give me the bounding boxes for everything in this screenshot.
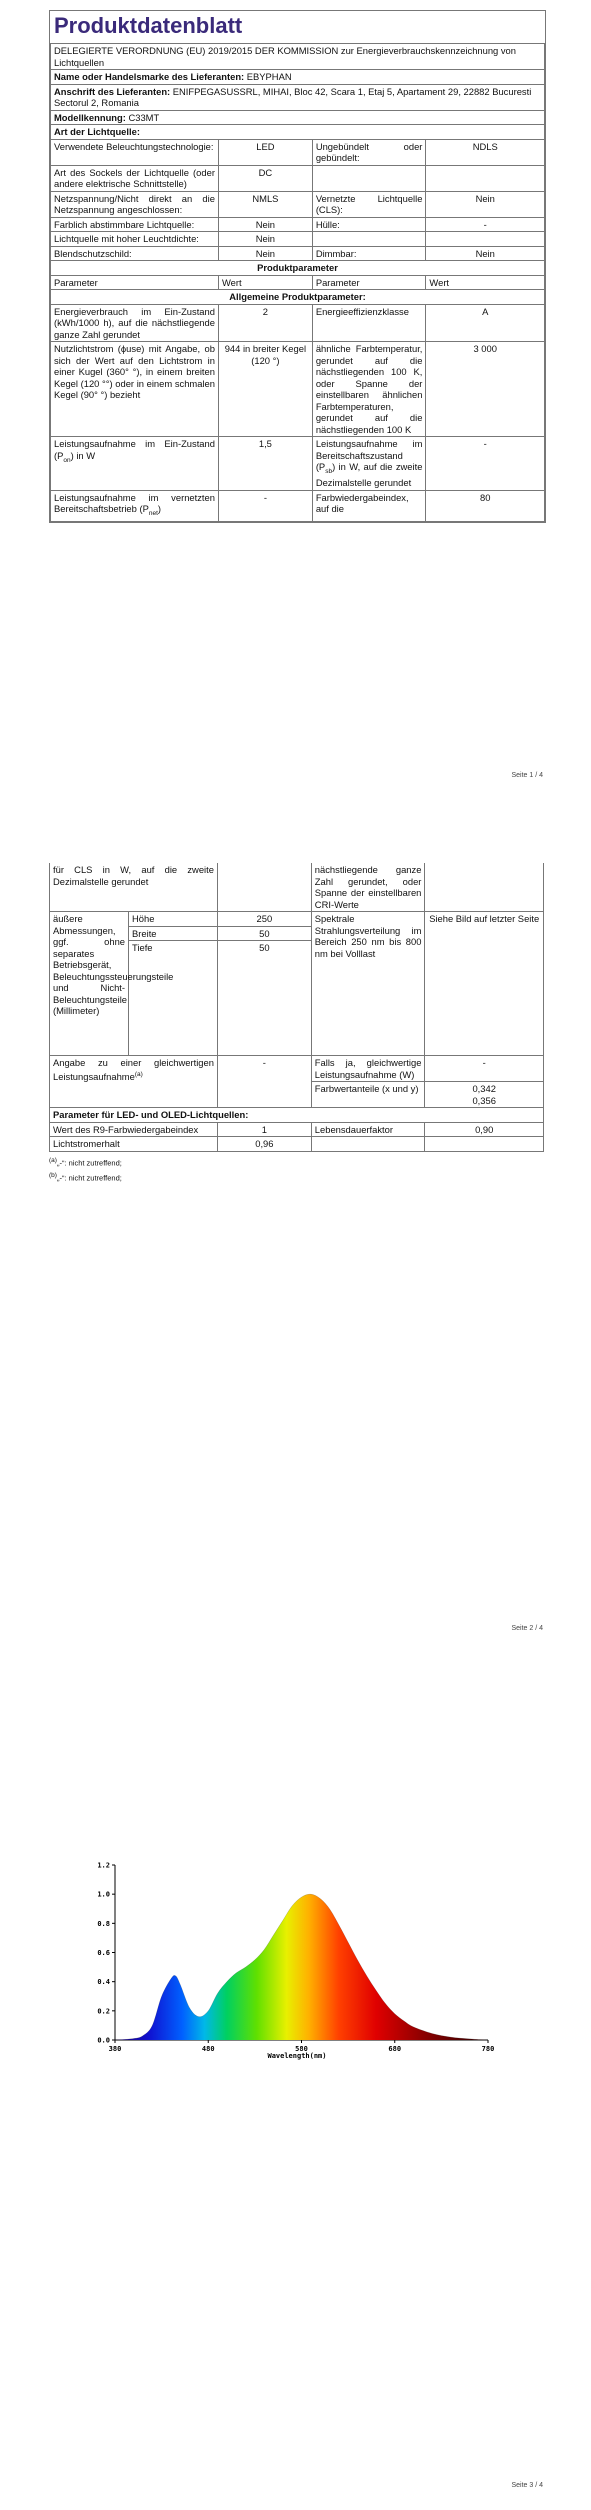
- chromaticity-label: Farbwertanteile (x und y): [311, 1082, 425, 1108]
- y-tick-label: 1.2: [97, 1861, 110, 1870]
- glare-value: Nein: [218, 246, 312, 261]
- column-value-2: Wert: [426, 275, 545, 290]
- product-parameters-header: Produktparameter: [51, 261, 545, 276]
- datasheet-table-1: [50, 43, 545, 522]
- x-axis-label: Wavelength(nm): [267, 2052, 327, 2060]
- cri-label: Farbwiedergabeindex, auf die: [312, 490, 426, 521]
- width-value: 50: [217, 926, 311, 941]
- address-row: [51, 84, 545, 110]
- survival-factor-label: Lebensdauerfaktor: [311, 1122, 425, 1137]
- high-luminance-value: Nein: [218, 232, 312, 247]
- datasheet-table-2: [49, 863, 544, 1152]
- spectrum-series: [115, 1894, 488, 2040]
- technology-value: LED: [218, 139, 312, 165]
- column-value-1: Wert: [218, 275, 312, 290]
- energy-class-value: A: [426, 304, 545, 342]
- document-title: Produktdatenblatt: [54, 13, 243, 38]
- connected-label: Vernetzte Lichtquelle (CLS):: [312, 191, 426, 217]
- equivalent-power-claim-value: -: [217, 1056, 311, 1108]
- chromaticity-value: [425, 1082, 544, 1108]
- directed-value: NDLS: [426, 139, 545, 165]
- model-label: Modellkennung:: [54, 111, 126, 123]
- y-tick-label: 0.8: [97, 1919, 110, 1928]
- y-tick-label: 0.0: [97, 2036, 110, 2045]
- networked-standby-label: Leistungsaufnahme im vernetzten Bereitschaftsbetrieb $(P_{net})$: [51, 490, 219, 521]
- general-parameters-header: Allgemeine Produktparameter:: [51, 290, 545, 305]
- cap-value: DC: [218, 165, 312, 191]
- survival-factor-value: 0,90: [425, 1122, 544, 1137]
- page-3: [0, 1710, 591, 2510]
- tunable-label: Farblich abstimmbare Lichtquelle:: [51, 217, 219, 232]
- dimmable-label: Dimmbar:: [312, 246, 426, 261]
- page-number-3: Seite 3 / 4: [511, 2482, 543, 2489]
- x-tick-label: 380: [108, 2045, 122, 2053]
- on-mode-power-label: Leistungsaufnahme im Ein-Zustand $(P_{on})$ in W: [51, 437, 219, 491]
- cap-label: Art des Sockels der Lichtquelle (oder andere elektrische Schnittstelle): [51, 165, 219, 191]
- energy-consumption-label: Energieverbrauch im Ein-Zustand (kWh/1000 h), auf die nächstliegende ganze Zahl gerundet: [51, 304, 219, 342]
- y-tick-label: 0.4: [97, 1978, 110, 1987]
- mains-value: NMLS: [218, 191, 312, 217]
- supplier-value: EBYPHAN: [246, 71, 292, 82]
- dimensions-label: äußere Abmessungen, ggf. ohne separates Betriebsgerät, Beleuchtungssteuerungsteile und Nicht-Beleuchtungsteile (Millimeter): [50, 912, 129, 1056]
- page-1: [0, 0, 591, 800]
- model-value: C33MT: [128, 111, 160, 123]
- column-parameter-1: Parameter: [51, 275, 219, 290]
- page-2: [0, 855, 591, 1655]
- dimmable-value: Nein: [426, 246, 545, 261]
- standby-power-value: -: [426, 437, 545, 491]
- lumen-maintenance-label: Lichtstromerhalt: [50, 1137, 218, 1152]
- cct-label: ähnliche Farbtemperatur, gerundet auf die nächstliegenden 100 K, oder Spanne der einstellbaren ähnlichen Farbtemperaturen, gerundet auf die nächstliegenden 100 K: [312, 342, 426, 437]
- supplier-row: [51, 70, 545, 85]
- equivalent-power-label: Falls ja, gleichwertige Leistungsaufnahme (W): [311, 1056, 425, 1082]
- connected-value: Nein: [426, 191, 545, 217]
- address-value: ENIFPEGASUSSRL, MIHAI, Bloc 42, Scara 1, Etaj 5, Apartament 29, 22882 Bucuresti Sectorul 2, Romania: [54, 85, 532, 108]
- y-tick-label: 1.0: [97, 1890, 110, 1899]
- high-luminance-label: Lichtquelle mit hoher Leuchtdichte:: [51, 232, 219, 247]
- networked-standby-value: -: [218, 490, 312, 521]
- depth-value: 50: [217, 941, 311, 1056]
- chromaticity-y: 0,356: [472, 1094, 496, 1106]
- depth-label: Tiefe: [129, 941, 218, 1056]
- datasheet-page-1: [49, 10, 546, 523]
- lumen-maintenance-value: 0,96: [217, 1137, 311, 1152]
- footnote-a: (a)„-“: nicht zutreffend;: [49, 1156, 122, 1167]
- on-mode-power-value: 1,5: [218, 437, 312, 491]
- energy-class-label: Energieeffizienzklasse: [312, 304, 426, 342]
- spectral-distribution-chart: [0, 1840, 591, 2140]
- supplier-label: Name oder Handelsmarke des Lieferanten:: [54, 71, 245, 82]
- technology-label: Verwendete Beleuchtungstechnologie:: [51, 139, 219, 165]
- column-parameter-2: Parameter: [312, 275, 426, 290]
- luminous-flux-value: 944 in breiter Kegel (120 °): [218, 342, 312, 437]
- height-value: 250: [217, 912, 311, 927]
- r9-label: Wert des R9-Farbwiedergabeindex: [50, 1122, 218, 1137]
- address-label: Anschrift des Lieferanten:: [54, 85, 171, 97]
- envelope-label: Hülle:: [312, 217, 426, 232]
- envelope-value: -: [426, 217, 545, 232]
- mains-label: Netzspannung/Nicht direkt an die Netzspannung angeschlossen:: [51, 191, 219, 217]
- footnotes: [49, 1154, 544, 1185]
- footnote-b: (b)„-“: nicht zutreffend;: [49, 1172, 122, 1183]
- chromaticity-x: 0,342: [472, 1083, 496, 1094]
- r9-value: 1: [217, 1122, 311, 1137]
- y-tick-label: 0.2: [97, 2007, 110, 2016]
- x-tick-label: 480: [201, 2045, 215, 2053]
- light-source-type-header: Art der Lichtquelle:: [51, 125, 545, 140]
- model-row: [51, 110, 545, 125]
- spectral-label: Spektrale Strahlungsverteilung im Bereich 250 nm bis 800 nm bei Volllast: [311, 912, 425, 1056]
- led-parameters-header: Parameter für LED- und OLED-Lichtquellen:: [50, 1108, 544, 1123]
- equivalent-power-value: -: [425, 1056, 544, 1082]
- energy-consumption-value: 2: [218, 304, 312, 342]
- x-tick-label: 580: [295, 2045, 308, 2053]
- equivalent-power-claim-label: Angabe zu einer gleichwertigen Leistungsaufnahme$^{(a)}$: [50, 1056, 218, 1108]
- page-number-1: Seite 1 / 4: [511, 772, 543, 779]
- regulation-text: DELEGIERTE VERORDNUNG (EU) 2019/2015 DER KOMMISSION zur Energieverbrauchskennzeichnung von Lichtquellen: [51, 44, 545, 70]
- x-tick-label: 780: [481, 2045, 495, 2053]
- page-number-2: Seite 2 / 4: [511, 1625, 543, 1632]
- standby-power-label: Leistungsaufnahme im Bereitschaftszustand $(P_{sb})$ in W, auf die zweite Dezimalstelle gerundet: [312, 437, 426, 491]
- glare-label: Blendschutzschild:: [51, 246, 219, 261]
- cri-value: 80: [426, 490, 545, 521]
- tunable-value: Nein: [218, 217, 312, 232]
- cct-value: 3 000: [426, 342, 545, 437]
- datasheet-page-2: [49, 863, 544, 1185]
- height-label: Höhe: [129, 912, 218, 927]
- spectrum-area: [115, 1894, 488, 2040]
- spectral-value: Siehe Bild auf letzter Seite: [425, 912, 544, 1056]
- networked-standby-label-cont: für CLS in W, auf die zweite Dezimalstelle gerundet: [50, 863, 218, 912]
- directed-label: Ungebündelt oder gebündelt:: [312, 139, 426, 165]
- x-tick-label: 680: [388, 2045, 402, 2053]
- luminous-flux-label: Nutzlichtstrom (ϕuse) mit Angabe, ob sich der Wert auf den Lichtstrom in einer Kugel (360° °), in einem breiten Kegel (120 °°) oder in einem schmalen Kegel (90° °) bezieht: [51, 342, 219, 437]
- y-tick-label: 0.6: [97, 1949, 110, 1957]
- width-label: Breite: [129, 926, 218, 941]
- cri-label-cont: nächstliegende ganze Zahl gerundet, oder Spanne der einstellbaren CRI-Werte: [311, 863, 425, 912]
